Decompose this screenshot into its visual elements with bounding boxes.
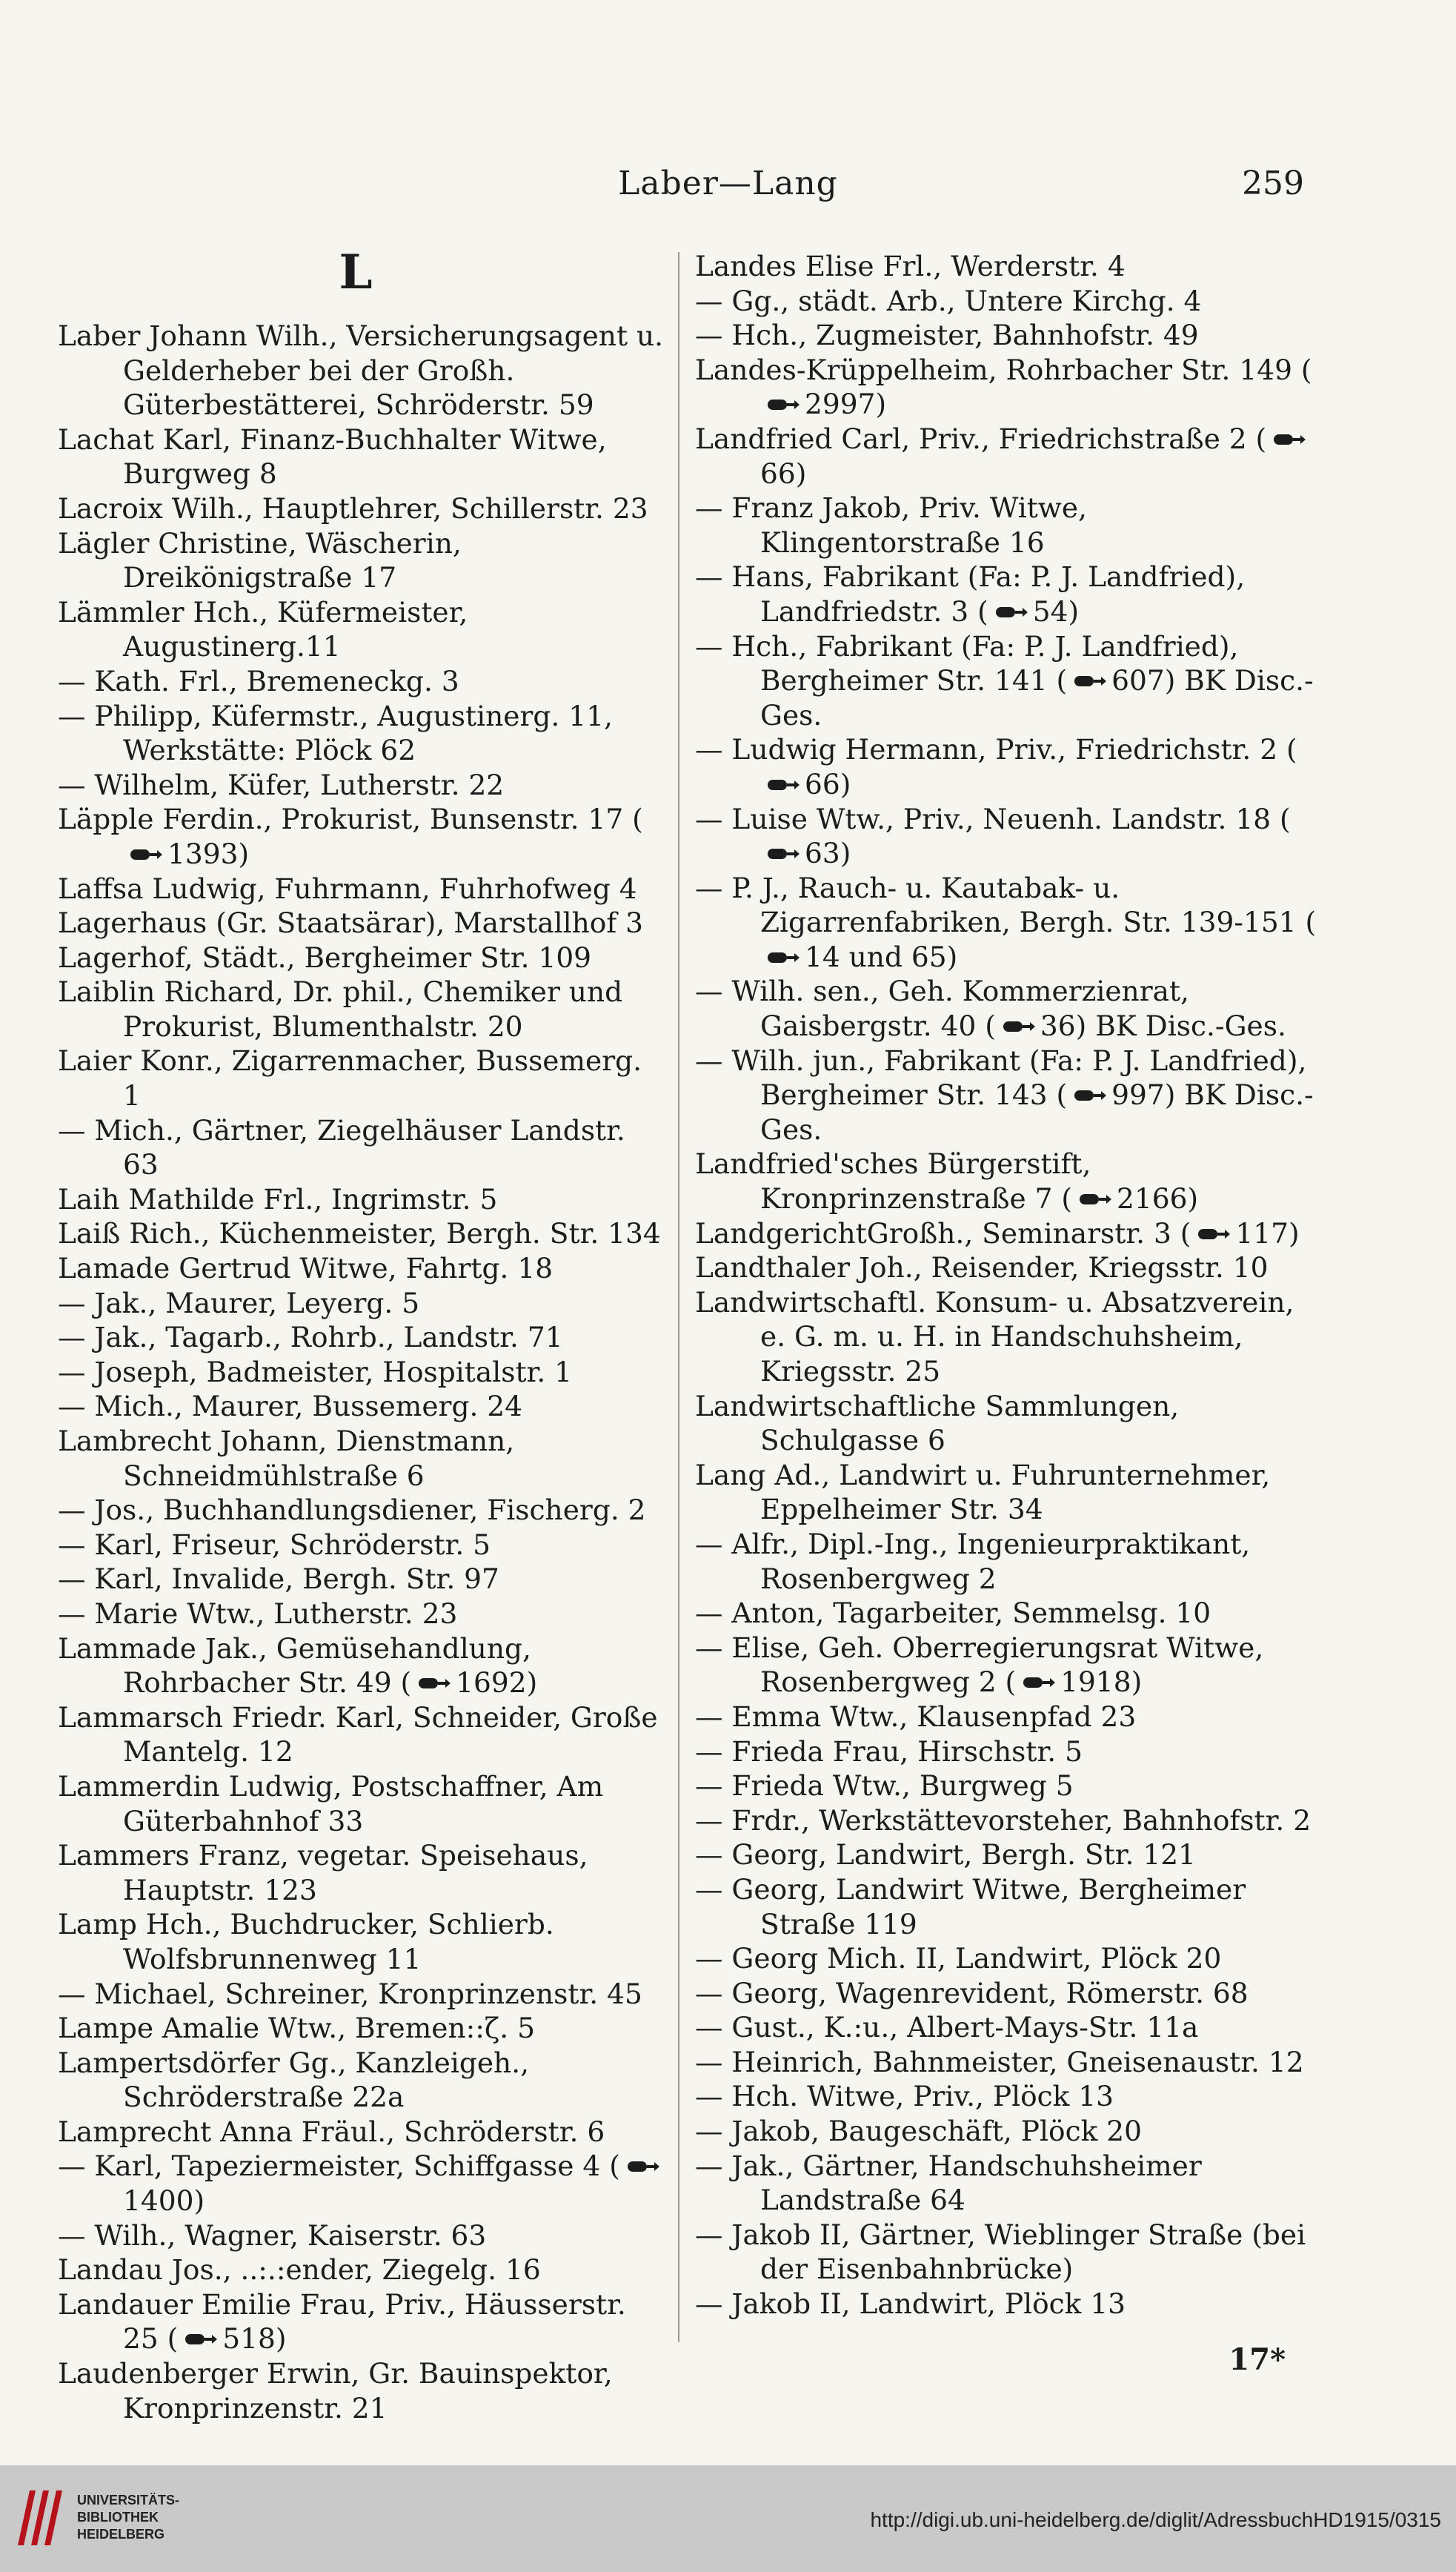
phone-close: ) [526,1666,538,1700]
section-letter: L [339,245,373,300]
entry-text: Lampe Amalie Wtw., Bremen::ζ. 5 [58,2012,535,2045]
entry-text: Laiblin Richard, Dr. phil., Chemiker und Prokurist, Blumenthalstr. 20 [58,975,623,1043]
entry-text: — Jakob II, Gärtner, Wieblinger Straße (bei der Eisenbahnbrücke) [695,2218,1306,2286]
entry-text: Landwirtschaftl. Konsum- u. Absatzverein, e. G. m. u. H. in Handschuhsheim, Kriegsstr. 25 [695,1285,1294,1388]
phone-open: ( [1061,1182,1073,1216]
directory-entry [695,1527,1325,1596]
phone-open: ( [1300,353,1312,386]
library-name-line-3: HEIDELBERG [77,2527,165,2542]
telephone-icon [1271,432,1306,447]
directory-entry [695,1700,1325,1734]
directory-entry [58,1528,665,1562]
entry-text: — Karl, Tapeziermeister, Schiffgasse 4 [58,2150,601,2183]
entry-text: Lammarsch Friedr. Karl, Schneider, Große Mantelg. 12 [58,1700,658,1769]
entry-text: Lagerhaus (Gr. Staatsärar), Marstallhof 3 [58,907,643,940]
directory-entry [695,1458,1325,1527]
entry-text: Landes Elise Frl., Werderstr. 4 [695,250,1126,282]
phone-number: 1393 [167,837,239,870]
directory-entry [695,2045,1325,2080]
phone-close: ) [1289,1216,1300,1250]
directory-entry [695,491,1325,560]
entry-text: Lamp Hch., Buchdrucker, Schlierb. Wolfsbrunnenweg 11 [58,1908,554,1975]
entry-text: — Jak., Gärtner, Handschuhsheimer Landstraße 64 [695,2149,1202,2217]
phone-open: ( [977,594,988,628]
directory-entry [58,664,665,699]
directory-entry [695,1803,1325,1838]
phone-number: 2166 [1117,1182,1188,1216]
entry-text: Lämmler Hch., Küfermeister, Augustinerg.11 [58,595,468,663]
entry-text: Laffsa Ludwig, Fuhrmann, Fuhrhofweg 4 [58,872,637,905]
phone-open: ( [1005,1665,1017,1699]
entry-text: Lägler Christine, Wäscherin, Dreikönigstraße 17 [58,526,462,594]
phone-close: ) [1131,1665,1143,1699]
phone-open: ( [632,803,643,836]
phone-close: ) BK Disc.-Ges. [1075,1010,1286,1043]
directory-entry [58,2218,665,2253]
entry-text: — Karl, Invalide, Bergh. Str. 97 [58,1562,499,1596]
entry-text: Landes-Krüppelheim, Rohrbacher Str. 149 [695,353,1292,386]
directory-entry [58,1597,665,1631]
phone-open: ( [609,2150,620,2183]
entry-text: Landauer Emilie Frau, Priv., Häusserstr. 25 [58,2287,626,2356]
directory-entry [58,2046,665,2115]
entry-text: — Gg., städt. Arb., Untere Kirchg. 4 [695,284,1202,317]
entry-text: — Karl, Friseur, Schröderstr. 5 [58,1528,491,1561]
entry-text: Lammerdin Ludwig, Postschaffner, Am Güterbahnhof 33 [58,1769,604,1837]
library-name-line-1: UNIVERSITÄTS- [77,2493,180,2508]
directory-entry [695,871,1325,975]
phone-open: ( [985,1010,996,1043]
phone-close: ) [840,767,851,801]
phone-number: 117 [1235,1216,1289,1250]
directory-entry [695,1147,1325,1216]
entry-text: — Jos., Buchhandlungsdiener, Fischerg. 2 [58,1494,646,1527]
entry-text: — Jak., Maurer, Leyerg. 5 [58,1286,420,1319]
phone-open: ( [1305,906,1317,939]
directory-entry [58,319,665,422]
directory-entry [58,906,665,941]
entry-text: Laier Konr., Zigarrenmacher, Bussemerg. 1 [58,1044,642,1113]
entry-text: Läpple Ferdin., Prokurist, Bunsenstr. 17 [58,803,624,836]
entry-text: Laih Mathilde Frl., Ingrimstr. 5 [58,1182,498,1216]
directory-entry [695,1976,1325,2011]
phone-close: ) [1187,1182,1199,1216]
directory-entry [58,2115,665,2150]
directory-entry [58,2253,665,2287]
phone-number: 66 [760,457,796,490]
directory-entry [58,2149,665,2218]
telephone-icon [1000,1019,1036,1034]
directory-entry [58,2287,665,2356]
entry-text: — Emma Wtw., Klausenpfad 23 [695,1700,1137,1733]
directory-entry [695,2010,1325,2045]
entry-text: Landthaler Joh., Reisender, Kriegsstr. 10 [695,1251,1269,1285]
telephone-icon [1071,1088,1107,1103]
entry-text: — Jakob, Baugeschäft, Plöck 20 [695,2115,1142,2148]
directory-entry [695,2114,1325,2149]
entry-text: — P. J., Rauch- u. Kautabak- u. Zigarrenfabriken, Bergh. Str. 139-151 [695,871,1297,939]
telephone-icon [765,950,800,965]
directory-entry [58,422,665,491]
entry-text: — Wilh., Wagner, Kaiserstr. 63 [58,2218,487,2252]
phone-open: ( [1056,664,1068,697]
phone-number: 2997 [805,388,876,421]
entry-text: — Jakob II, Landwirt, Plöck 13 [695,2287,1126,2321]
entry-text: — Mich., Gärtner, Ziegelhäuser Landstr. 63 [58,1113,625,1181]
directory-entry [58,872,665,907]
entry-text: Lamade Gertrud Witwe, Fahrtg. 18 [58,1252,554,1285]
directory-entry [58,1320,665,1355]
directory-entry [58,1977,665,2012]
directory-entry [58,526,665,595]
phone-open: ( [400,1666,412,1700]
phone-close: ) [275,2322,287,2356]
directory-entry [58,2011,665,2046]
phone-open: ( [1056,1078,1068,1112]
directory-entry [695,1596,1325,1631]
telephone-icon [182,2332,218,2347]
entry-text: Landfried Carl, Priv., Friedrichstraße 2 [695,422,1247,455]
directory-entry [695,2218,1325,2287]
entry-text: — Marie Wtw., Lutherstr. 23 [58,1597,458,1630]
entry-text: Lamprecht Anna Fräul., Schröderstr. 6 [58,2115,605,2148]
entry-text: Lagerhof, Städt., Bergheimer Str. 109 [58,941,592,974]
directory-entry [58,1424,665,1493]
entry-text: Lampertsdörfer Gg., Kanzleigeh., Schröderstraße 22a [58,2046,530,2114]
entry-text: Landfried'sches Bürgerstift, Kronprinzenstraße 7 [695,1147,1091,1216]
entry-text: — Alfr., Dipl.-Ing., Ingenieurpraktikant, Rosenbergweg 2 [695,1527,1251,1595]
phone-close: ) [1068,594,1080,628]
entry-text: Landau Jos., ..:.:ender, Ziegelg. 16 [58,2253,541,2287]
entry-text: — Jak., Tagarb., Rohrb., Landstr. 71 [58,1321,563,1354]
phone-close: ) [946,940,958,973]
library-logo-icon [13,2486,65,2550]
phone-number: 36 [1040,1010,1076,1043]
telephone-icon [765,846,800,861]
directory-entry [58,1251,665,1286]
phone-number: 54 [1032,594,1068,628]
phone-number: 607 [1111,664,1165,697]
directory-entry [695,1389,1325,1458]
directory-entry [58,1562,665,1597]
permalink-url[interactable]: http://digi.ub.uni-heidelberg.de/diglit/AdressbuchHD1915/0315 [870,2508,1441,2531]
entry-text: — Georg Mich. II, Landwirt, Plöck 20 [695,1942,1222,1975]
entry-text: Lang Ad., Landwirt u. Fuhrunternehmer, Eppelheimer Str. 34 [695,1458,1271,1526]
phone-open: ( [1286,733,1297,766]
directory-entry [695,974,1325,1043]
telephone-icon [1195,1227,1231,1242]
directory-entry [58,1355,665,1390]
right-column [695,249,1325,2321]
directory-entry [695,1941,1325,1976]
directory-entry [58,1907,665,1976]
library-footer [0,2465,1456,2572]
phone-number: 66 [805,767,840,801]
directory-entry [58,1389,665,1424]
phone-number: 63 [805,837,840,870]
directory-entry [695,422,1325,491]
directory-entry [695,1216,1325,1251]
entry-text: — Wilhelm, Küfer, Lutherstr. 22 [58,768,505,801]
telephone-icon [1020,1675,1056,1690]
entry-text: — Hans, Fabrikant (Fa: P. J. Landfried), Landfriedstr. 3 [695,560,1246,628]
directory-entry [58,2356,665,2425]
directory-entry [695,1734,1325,1769]
library-name [77,2492,179,2543]
telephone-icon [625,2159,660,2174]
entry-text: — Gust., K.:u., Albert-Mays-Str. 11a [695,2011,1199,2044]
directory-entry [58,1838,665,1907]
directory-entry [695,732,1325,801]
entry-text: — Georg, Wagenrevident, Römerstr. 68 [695,1976,1249,2009]
entry-text: Landwirtschaftliche Sammlungen, Schulgasse 6 [695,1389,1180,1457]
directory-entry [58,1286,665,1321]
running-header: Laber—Lang [618,165,838,202]
entry-text: — Georg, Landwirt, Bergh. Str. 121 [695,1838,1196,1872]
entry-text: LandgerichtGroßh., Seminarstr. 3 [695,1216,1171,1250]
directory-entry [58,1113,665,1182]
entry-text: — Mich., Maurer, Bussemerg. 24 [58,1390,523,1423]
directory-entry [695,1250,1325,1285]
directory-entry [695,284,1325,319]
column-divider [678,252,679,2342]
entry-text: — Ludwig Hermann, Priv., Friedrichstr. 2 [695,733,1278,766]
directory-entry [58,941,665,975]
page-number: 259 [1242,165,1304,202]
entry-text: — Georg, Landwirt Witwe, Bergheimer Straße 119 [695,1872,1246,1940]
directory-entry [58,595,665,664]
directory-entry [58,975,665,1044]
directory-entry [695,629,1325,733]
directory-entry [695,1044,1325,1147]
telephone-icon [993,605,1028,620]
directory-entry [695,2287,1325,2321]
entry-text: — Philipp, Küfermstr., Augustinerg. 11, Werkstätte: Plöck 62 [58,699,613,767]
directory-entry [695,353,1325,422]
phone-open: ( [1180,1216,1191,1250]
entry-text: — Frieda Wtw., Burgweg 5 [695,1769,1074,1803]
entry-text: — Michael, Schreiner, Kronprinzenstr. 45 [58,1977,642,2010]
entry-text: — Kath. Frl., Bremeneckg. 3 [58,664,459,697]
directory-entry [58,1216,665,1251]
directory-entry [58,1044,665,1113]
directory-entry [695,1285,1325,1389]
phone-close: ) BK Disc.-Ges. [760,1078,1314,1146]
directory-entry [695,2149,1325,2218]
entry-text: — Luise Wtw., Priv., Neuenh. Landstr. 18 [695,802,1271,835]
entry-text: Lammers Franz, vegetar. Speisehaus, Hauptstr. 123 [58,1839,588,1906]
phone-open: ( [1255,422,1267,455]
directory-entry [695,1872,1325,1941]
telephone-icon [416,1676,451,1691]
directory-entry [58,1493,665,1528]
phone-close: ) [238,837,250,870]
directory-entry [695,1769,1325,1803]
entry-text: — Elise, Geh. Oberregierungsrat Witwe, Rosenbergweg 2 [695,1631,1264,1699]
directory-entry [58,802,665,871]
phone-close: ) [193,2184,205,2218]
phone-close: ) [840,837,851,870]
phone-close: ) BK Disc.-Ges. [760,664,1314,732]
telephone-icon [127,847,163,862]
entry-text: — Wilh. jun., Fabrikant (Fa: P. J. Landfried), Bergheimer Str. 143 [695,1044,1307,1112]
entry-text: — Anton, Tagarbeiter, Semmelsg. 10 [695,1597,1211,1630]
entry-text: Laber Johann Wilh., Versicherungsagent u. Gelderheber bei der Großh. Güterbestätterei, Schröderstr. 59 [58,319,664,422]
directory-entry [58,491,665,526]
entry-text: Laiß Rich., Küchenmeister, Bergh. Str. 134 [58,1217,661,1250]
entry-text: — Wilh. sen., Geh. Kommerzienrat, Gaisbergstr. 40 [695,975,1189,1043]
left-column-spacer [58,249,665,319]
phone-number: 518 [222,2322,276,2356]
entry-text: — Frieda Frau, Hirschstr. 5 [695,1734,1083,1768]
entry-text: — Heinrich, Bahnmeister, Gneisenaustr. 12 [695,2045,1304,2078]
entry-text: — Franz Jakob, Priv. Witwe, Klingentorstraße 16 [695,491,1087,559]
phone-number: 997 [1111,1078,1165,1112]
directory-entry [58,768,665,803]
entry-text: — Hch., Zugmeister, Bahnhofstr. 49 [695,319,1199,352]
directory-entry [695,318,1325,353]
entry-text: — Hch., Fabrikant (Fa: P. J. Landfried), Bergheimer Str. 141 [695,629,1239,697]
entry-text: Lammade Jak., Gemüsehandlung, Rohrbacher Str. 49 [58,1631,531,1700]
directory-entry [58,699,665,768]
phone-number: 1400 [123,2184,194,2218]
entry-text: — Joseph, Badmeister, Hospitalstr. 1 [58,1355,573,1388]
entry-text: Lachat Karl, Finanz-Buchhalter Witwe, Burgweg 8 [58,422,607,491]
entry-text: — Hch. Witwe, Priv., Plöck 13 [695,2080,1114,2113]
phone-number: 1692 [456,1666,527,1700]
directory-entry [58,1631,665,1700]
entry-text: Lambrecht Johann, Dienstmann, Schneidmühlstraße 6 [58,1425,515,1492]
directory-entry [695,1631,1325,1700]
phone-close: ) [795,457,807,490]
directory-entry [58,1769,665,1838]
telephone-icon [1071,674,1107,689]
phone-number: 14 und 65 [805,940,947,973]
directory-entry [695,1837,1325,1872]
entry-text: Laudenberger Erwin, Gr. Bauinspektor, Kronprinzenstr. 21 [58,2357,613,2424]
entry-text: Lacroix Wilh., Hauptlehrer, Schillerstr. 23 [58,491,648,525]
telephone-icon [765,397,800,412]
library-name-line-2: BIBLIOTHEK [77,2510,159,2525]
signature-mark: 17* [1229,2342,1286,2377]
directory-entry [695,802,1325,871]
directory-entry [58,1700,665,1769]
directory-entry [695,2079,1325,2114]
telephone-icon [765,778,800,792]
left-column [58,249,665,2425]
phone-open: ( [1280,802,1291,835]
directory-entry [695,249,1325,284]
phone-close: ) [875,388,887,421]
directory-entry [58,1182,665,1217]
telephone-icon [1077,1192,1112,1207]
phone-number: 1918 [1060,1665,1131,1699]
entry-text: — Frdr., Werkstättevorsteher, Bahnhofstr. 2 [695,1803,1312,1837]
directory-entry [695,560,1325,629]
phone-open: ( [167,2322,179,2356]
